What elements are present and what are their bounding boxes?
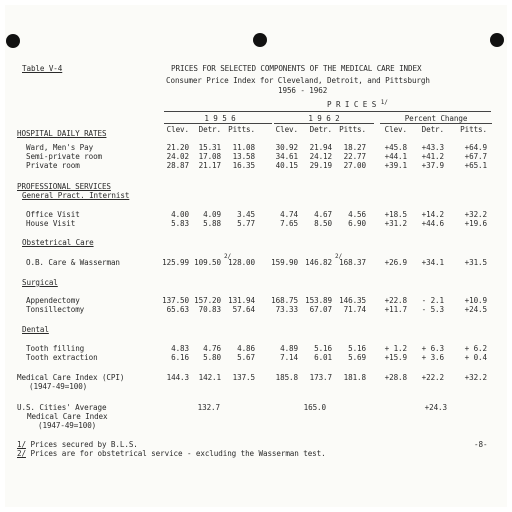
section-professional: PROFESSIONAL SERVICES <box>17 182 111 191</box>
table-cell: 5.80 <box>203 353 221 362</box>
table-cell: 4.83 <box>171 344 189 353</box>
table-cell: 16.35 <box>232 161 255 170</box>
punch-hole-right <box>490 33 504 47</box>
table-cell: +10.9 <box>464 296 487 305</box>
year-1962-header: 1 9 6 2 <box>308 114 340 123</box>
table-cell: 13.58 <box>232 152 255 161</box>
table-cell: 146.82 <box>305 258 332 267</box>
us-index-label: Medical Care Index <box>27 412 108 421</box>
cpi-cell: +22.2 <box>421 373 444 382</box>
table-cell: 4.00 <box>171 210 189 219</box>
table-cell: 73.33 <box>275 305 298 314</box>
table-cell: - 2.1 <box>421 296 444 305</box>
row-label: Tonsillectomy <box>26 305 85 314</box>
table-cell: 4.89 <box>280 344 298 353</box>
table-cell: +67.7 <box>464 152 487 161</box>
table-cell: 65.63 <box>166 305 189 314</box>
table-cell: 5.83 <box>171 219 189 228</box>
table-cell: +64.9 <box>464 143 487 152</box>
table-cell: 4.76 <box>203 344 221 353</box>
table-cell: 4.09 <box>203 210 221 219</box>
table-cell: +44.6 <box>421 219 444 228</box>
table-cell: +14.2 <box>421 210 444 219</box>
table-cell: 5.67 <box>237 353 255 362</box>
row-label: Ward, Men's Pay <box>26 143 94 152</box>
table-cell: 5.16 <box>348 344 366 353</box>
row-label: Tooth extraction <box>26 353 98 362</box>
column-header-0: Clev. <box>166 125 189 134</box>
punch-hole-left <box>6 34 20 48</box>
table-cell: 168.37 <box>339 258 366 267</box>
table-cell: 17.08 <box>198 152 221 161</box>
table-cell: 3.45 <box>237 210 255 219</box>
table-cell: +41.2 <box>421 152 444 161</box>
table-cell: 8.50 <box>314 219 332 228</box>
prices-header: P R I C E S $^{1/}$ <box>327 99 388 109</box>
cpi-base-label: (1947-49=100) <box>29 382 88 391</box>
table-cell: +31.2 <box>384 219 407 228</box>
row-label: O.B. Care & Wasserman <box>26 258 120 267</box>
prices-footnote-mark: 1/ <box>380 99 388 106</box>
cpi-cell: +32.2 <box>464 373 487 382</box>
table-cell: 6.90 <box>348 219 366 228</box>
column-header-2: Pitts. <box>228 125 255 134</box>
percent-change-header: Percent Change <box>404 114 468 123</box>
table-cell: +43.3 <box>421 143 444 152</box>
table-cell: 6.01 <box>314 353 332 362</box>
table-cell: 128.00 <box>228 258 255 267</box>
table-cell: 159.90 <box>271 258 298 267</box>
table-cell: 24.12 <box>309 152 332 161</box>
table-cell: +45.8 <box>384 143 407 152</box>
table-cell: 7.14 <box>280 353 298 362</box>
cpi-cell: 144.3 <box>166 373 189 382</box>
table-cell: +22.8 <box>384 296 407 305</box>
table-cell: 34.61 <box>275 152 298 161</box>
table-label: Table V-4 <box>22 64 63 73</box>
table-cell: 153.89 <box>305 296 332 305</box>
table-cell: + 6.3 <box>421 344 444 353</box>
table-cell: 28.87 <box>166 161 189 170</box>
table-cell: 4.67 <box>314 210 332 219</box>
table-cell: 6.16 <box>171 353 189 362</box>
table-cell: 21.20 <box>166 143 189 152</box>
table-cell: +39.1 <box>384 161 407 170</box>
table-cell: +32.2 <box>464 210 487 219</box>
table-cell: 168.75 <box>271 296 298 305</box>
table-cell: 4.56 <box>348 210 366 219</box>
section-obstetrical: Obstetrical Care <box>22 238 94 247</box>
table-cell: 146.35 <box>339 296 366 305</box>
section-dental: Dental <box>22 325 49 334</box>
table-cell: 24.02 <box>166 152 189 161</box>
column-header-5: Pitts. <box>339 125 366 134</box>
cpi-cell: 142.1 <box>198 373 221 382</box>
table-cell: 71.74 <box>343 305 366 314</box>
table-cell: 40.15 <box>275 161 298 170</box>
table-cell: 5.69 <box>348 353 366 362</box>
ob-footnote-mark: 2/ <box>224 253 232 260</box>
table-cell: +26.9 <box>384 258 407 267</box>
table-cell: + 1.2 <box>384 344 407 353</box>
table-cell: 131.94 <box>228 296 255 305</box>
table-cell: 67.07 <box>309 305 332 314</box>
table-cell: +11.7 <box>384 305 407 314</box>
year-1962-rule <box>274 123 374 124</box>
footnote-1-mark: 1/ <box>17 440 26 449</box>
us-value-1962: 165.0 <box>303 403 326 412</box>
us-base-label: (1947-49=100) <box>38 421 97 430</box>
table-cell: +37.9 <box>421 161 444 170</box>
section-surgical: Surgical <box>22 278 58 287</box>
punch-hole-center <box>253 33 267 47</box>
table-cell: 70.83 <box>198 305 221 314</box>
table-cell: 7.65 <box>280 219 298 228</box>
column-header-1: Detr. <box>198 125 221 134</box>
table-cell: 5.16 <box>314 344 332 353</box>
table-cell: + 3.6 <box>421 353 444 362</box>
cpi-label: Medical Care Index (CPI) <box>17 373 125 382</box>
row-label: Private room <box>26 161 80 170</box>
table-cell: 109.50 <box>194 258 221 267</box>
table-cell: 157.20 <box>194 296 221 305</box>
column-header-7: Detr. <box>421 125 444 134</box>
row-label: House Visit <box>26 219 76 228</box>
table-cell: +18.5 <box>384 210 407 219</box>
table-cell: 21.17 <box>198 161 221 170</box>
prices-rule <box>164 111 491 112</box>
cpi-cell: 185.8 <box>275 373 298 382</box>
column-header-4: Detr. <box>309 125 332 134</box>
table-subtitle: Consumer Price Index for Cleveland, Detroit, and Pittsburgh <box>166 76 430 85</box>
table-cell: 57.64 <box>232 305 255 314</box>
table-cell: 29.19 <box>309 161 332 170</box>
us-percent-change: +24.3 <box>424 403 447 412</box>
table-cell: + 0.4 <box>464 353 487 362</box>
row-label: Office Visit <box>26 210 80 219</box>
table-cell: 15.31 <box>198 143 221 152</box>
footnote-2 <box>17 449 326 458</box>
cpi-cell: +28.8 <box>384 373 407 382</box>
percent-rule <box>380 123 492 124</box>
table-cell: 22.77 <box>343 152 366 161</box>
table-cell: +19.6 <box>464 219 487 228</box>
section-general-practice: General Pract. Internist <box>22 191 130 200</box>
column-header-6: Clev. <box>384 125 407 134</box>
table-period: 1956 - 1962 <box>278 86 328 95</box>
table-cell: +15.9 <box>384 353 407 362</box>
footnote-2-mark: 2/ <box>17 449 26 458</box>
footnote-2-text: Prices are for obstetrical service - excluding the Wasserman test. <box>30 449 326 458</box>
section-hospital: HOSPITAL DAILY RATES <box>17 129 107 138</box>
table-cell: +24.5 <box>464 305 487 314</box>
footnote-1 <box>17 440 138 449</box>
cpi-cell: 173.7 <box>309 373 332 382</box>
row-label: Semi-private room <box>26 152 103 161</box>
table-cell: 18.27 <box>343 143 366 152</box>
table-cell: +65.1 <box>464 161 487 170</box>
table-cell: 5.77 <box>237 219 255 228</box>
table-cell: 30.92 <box>275 143 298 152</box>
table-cell: 5.88 <box>203 219 221 228</box>
cpi-cell: 137.5 <box>232 373 255 382</box>
table-cell: 11.08 <box>232 143 255 152</box>
table-title: PRICES FOR SELECTED COMPONENTS OF THE MEDICAL CARE INDEX <box>171 64 422 73</box>
year-1956-rule <box>164 123 272 124</box>
row-label: Appendectomy <box>26 296 80 305</box>
column-header-8: Pitts. <box>460 125 487 134</box>
table-cell: 4.74 <box>280 210 298 219</box>
table-cell: 137.50 <box>162 296 189 305</box>
year-1956-header: 1 9 5 6 <box>204 114 236 123</box>
table-cell: 27.00 <box>343 161 366 170</box>
table-cell: +34.1 <box>421 258 444 267</box>
us-value-1956: 132.7 <box>197 403 220 412</box>
table-cell: 4.86 <box>237 344 255 353</box>
us-average-label: U.S. Cities' Average <box>17 403 107 412</box>
table-cell: 21.94 <box>309 143 332 152</box>
footnote-1-text: Prices secured by B.L.S. <box>30 440 138 449</box>
column-header-3: Clev. <box>275 125 298 134</box>
row-label: Tooth filling <box>26 344 85 353</box>
cpi-cell: 181.8 <box>343 373 366 382</box>
table-cell: 125.99 <box>162 258 189 267</box>
page-number: -8- <box>474 440 488 449</box>
table-cell: - 5.3 <box>421 305 444 314</box>
ob-1962-footnote-mark: 2/ <box>335 253 343 260</box>
table-cell: + 6.2 <box>464 344 487 353</box>
table-cell: +31.5 <box>464 258 487 267</box>
table-cell: +44.1 <box>384 152 407 161</box>
